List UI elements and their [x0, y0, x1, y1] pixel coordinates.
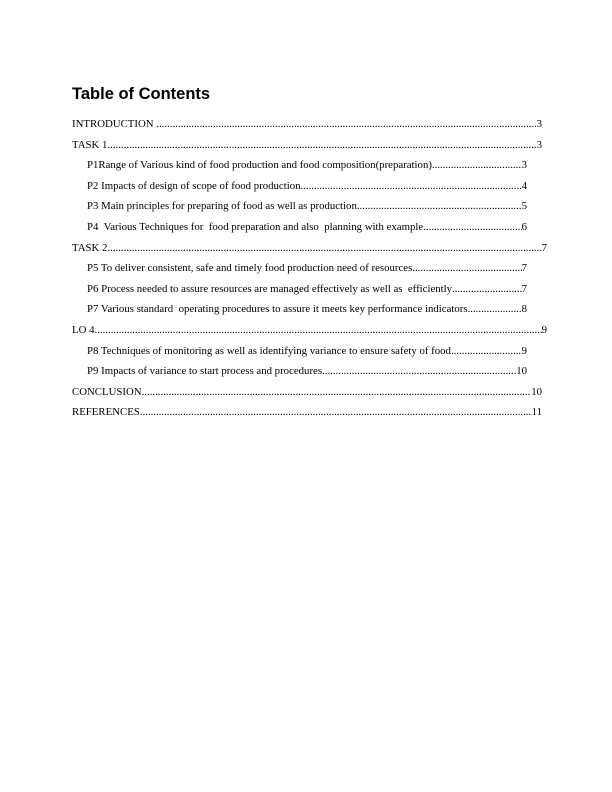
toc-entry[interactable] [72, 241, 547, 262]
toc-entry[interactable] [72, 179, 547, 200]
toc-entry[interactable] [72, 261, 547, 282]
toc-dot-leader [107, 241, 541, 255]
toc-entry[interactable] [72, 385, 547, 406]
toc-dot-leader [107, 138, 536, 152]
toc-page-number: 10 [516, 365, 527, 378]
toc-entry[interactable] [72, 405, 547, 426]
toc-entry-label: INTRODUCTION [72, 118, 157, 130]
toc-dot-leader [432, 158, 522, 172]
toc-dot-leader [468, 302, 522, 316]
toc-page-number: 5 [521, 200, 527, 213]
toc-entry-label: P2 Impacts of design of scope of food production [87, 179, 301, 192]
toc-entry-label: LO 4 [72, 323, 95, 336]
toc-dot-leader [412, 261, 521, 275]
toc-entry[interactable] [72, 302, 547, 323]
toc-dot-leader [301, 179, 522, 193]
toc-list [72, 117, 547, 426]
toc-page-number: 9 [521, 344, 527, 357]
toc-entry[interactable] [72, 323, 547, 344]
toc-dot-leader [142, 385, 532, 399]
toc-entry-label: P6 Process needed to assure resources are managed effectively as well as efficiently [87, 282, 453, 295]
toc-dot-leader [140, 405, 532, 419]
toc-dot-leader [423, 220, 521, 234]
toc-entry-label: TASK 2 [72, 241, 108, 254]
toc-page-number: 7 [521, 282, 527, 295]
toc-entry-label: REFERENCES [72, 406, 140, 419]
toc-dot-leader [451, 344, 522, 358]
toc-page-number: 10 [531, 385, 542, 398]
toc-entry-label: P8 Techniques of monitoring as well as identifying variance to ensure safety of food [87, 344, 451, 357]
toc-page-number: 8 [521, 303, 527, 316]
toc-page-number: 7 [521, 262, 527, 275]
toc-entry[interactable] [72, 138, 547, 159]
toc-page-number: 9 [541, 323, 547, 336]
toc-dot-leader [95, 323, 542, 337]
toc-dot-leader [156, 117, 536, 131]
toc-dot-leader [357, 199, 522, 213]
toc-entry-label: CONCLUSION [72, 385, 142, 398]
toc-page-number: 7 [541, 241, 547, 254]
toc-title: Table of Contents [72, 85, 211, 103]
toc-entry-label: P4 Various Techniques for food preparation and also planning with example [87, 220, 424, 233]
toc-entry-label: P7 Various standard operating procedures to assure it meets key performance indicators [87, 303, 468, 316]
toc-page-number: 3 [536, 138, 542, 151]
toc-page-number: 3 [521, 159, 527, 172]
toc-entry-label: P9 Impacts of variance to start process and procedures [87, 365, 323, 378]
toc-page-number: 3 [536, 118, 542, 130]
toc-entry[interactable] [72, 282, 547, 303]
toc-entry[interactable] [72, 364, 547, 385]
toc-entry-label: P3 Main principles for preparing of food as well as production [87, 200, 357, 213]
toc-entry-label: P5 To deliver consistent, safe and timely food production need of resources [87, 262, 413, 275]
toc-page-number: 4 [521, 179, 527, 192]
toc-entry[interactable] [72, 158, 547, 179]
toc-entry[interactable] [72, 199, 547, 220]
toc-entry[interactable] [72, 220, 547, 241]
toc-entry[interactable] [72, 344, 547, 365]
toc-entry-label: TASK 1 [72, 138, 108, 151]
toc-entry-label: P1Range of Various kind of food production and food composition(preparation) [87, 159, 432, 172]
toc-entry[interactable] [72, 117, 547, 138]
toc-dot-leader [322, 364, 516, 378]
toc-page-number: 6 [521, 220, 527, 233]
toc-page-number: 11 [531, 406, 542, 419]
toc-dot-leader [452, 282, 522, 296]
